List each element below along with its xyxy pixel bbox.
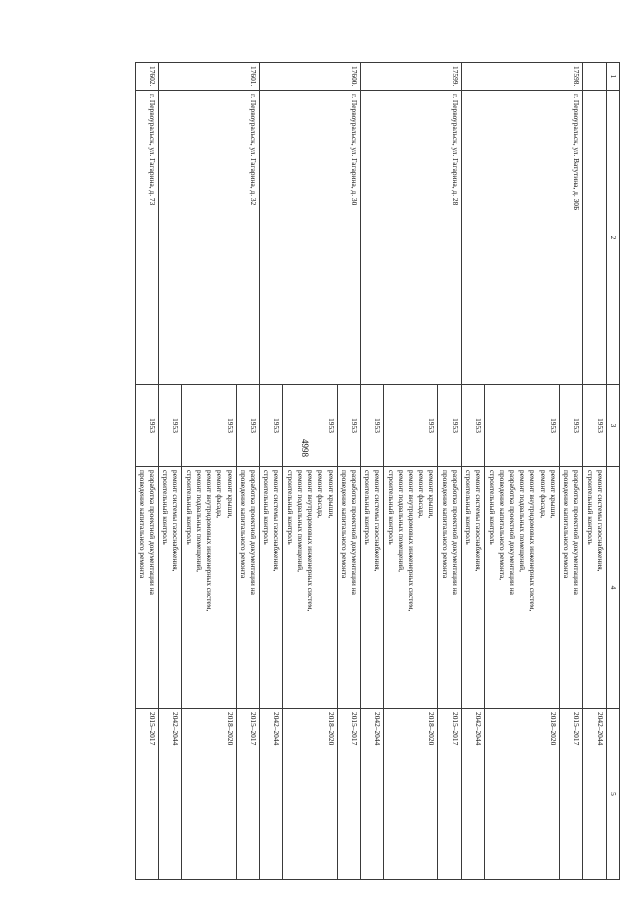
row-year: 1953 <box>559 385 582 467</box>
row-period: 2042–2044 <box>360 709 383 880</box>
work-line: ремонт внутридомовых инженерных систем, <box>306 470 316 612</box>
row-period: 2015–2017 <box>337 709 360 880</box>
header-col-5: 5 <box>606 709 619 880</box>
row-year: 1953 <box>360 385 383 467</box>
row-number: 17598. <box>461 63 582 91</box>
header-row <box>606 63 619 880</box>
repair-schedule-table <box>135 62 620 880</box>
row-period: 2042–2044 <box>583 709 606 880</box>
row-year: 1953 <box>236 385 259 467</box>
work-line: ремонт фасада, <box>316 470 326 518</box>
row-period: 2018–2020 <box>485 709 560 880</box>
row-work <box>337 467 360 709</box>
work-line: ремонт подвальных помещений, <box>295 470 305 572</box>
work-line: ремонт системы газоснабжения, <box>272 470 282 572</box>
table-row <box>438 63 461 880</box>
table-row <box>583 63 606 880</box>
row-year: 1953 <box>485 385 560 467</box>
row-year: 1953 <box>182 385 236 467</box>
row-period: 2015–2017 <box>236 709 259 880</box>
row-address: г. Первоуральск, ул. Гагарина, д. 32 <box>159 91 260 385</box>
work-line: ремонт крыши, <box>427 470 437 519</box>
table-row <box>559 63 582 880</box>
row-number: 17600. <box>260 63 361 91</box>
row-period: 2018–2020 <box>384 709 438 880</box>
row-year: 1953 <box>438 385 461 467</box>
row-work <box>159 467 182 709</box>
header-col-4: 4 <box>606 467 619 709</box>
header-col-2: 2 <box>606 91 619 385</box>
work-line: ремонт подвальных помещений, <box>194 470 204 572</box>
row-work <box>461 467 484 709</box>
work-line: проведение капитального ремонта <box>339 470 349 579</box>
row-period: 2042–2044 <box>260 709 283 880</box>
work-line: разработка проектной документации на <box>249 470 258 595</box>
work-line: разработка проектной документации на <box>450 470 460 595</box>
work-line: ремонт подвальных помещений, <box>518 470 528 572</box>
row-period: 2042–2044 <box>461 709 484 880</box>
row-work <box>135 467 158 709</box>
work-line: ремонт фасада, <box>417 470 427 518</box>
row-year: 1953 <box>260 385 283 467</box>
work-line: строительный контроль <box>262 470 272 545</box>
work-line: строительный контроль <box>161 470 171 545</box>
row-period: 2042–2044 <box>159 709 182 880</box>
row-year: 1953 <box>583 385 606 467</box>
row-address: г. Первоуральск, ул. Гагарина, д. 30 <box>260 91 361 385</box>
work-line: ремонт крыши, <box>225 470 235 519</box>
work-line: ремонт системы газоснабжения, <box>171 470 181 572</box>
work-line: ремонт фасада, <box>215 470 225 518</box>
row-period: 2015–2017 <box>438 709 461 880</box>
work-line: строительный контроль <box>585 470 595 545</box>
work-line: ремонт фасада, <box>538 470 548 518</box>
work-line: ремонт внутридомовых инженерных систем, <box>205 470 215 612</box>
row-address <box>583 91 606 385</box>
work-line: разработка проектной документации на <box>508 470 518 595</box>
row-number: 17601. <box>159 63 260 91</box>
row-period: 2018–2020 <box>283 709 337 880</box>
row-year: 1953 <box>384 385 438 467</box>
row-work <box>485 467 560 709</box>
row-year: 1953 <box>337 385 360 467</box>
row-year: 1953 <box>283 385 337 467</box>
work-line: разработка проектной документации на <box>148 470 158 595</box>
header-col-1: 1 <box>606 63 619 91</box>
row-year: 1953 <box>159 385 182 467</box>
work-line: строительный контроль <box>285 470 295 545</box>
work-line: ремонт подвальных помещений, <box>396 470 406 572</box>
work-line: разработка проектной документации на <box>572 470 582 595</box>
work-line: ремонт системы газоснабжения, <box>373 470 383 572</box>
row-number: 17602. <box>135 63 158 91</box>
work-line: ремонт внутридомовых инженерных систем, <box>528 470 538 612</box>
table-row <box>236 63 259 880</box>
table-row <box>135 63 158 880</box>
work-line: строительный контроль <box>464 470 474 545</box>
row-address: г. Первоуральск, ул. Гагарина, д. 28 <box>360 91 461 385</box>
work-line: проведение капитального ремонта <box>562 470 572 579</box>
row-number <box>583 63 606 91</box>
row-period: 2018–2020 <box>182 709 236 880</box>
row-work <box>583 467 606 709</box>
work-line: строительный контроль <box>184 470 194 545</box>
row-work <box>360 467 383 709</box>
header-col-3: 3 <box>606 385 619 467</box>
row-work <box>559 467 582 709</box>
work-line: проведение капитального ремонта <box>238 470 248 579</box>
row-work <box>384 467 438 709</box>
work-line: ремонт системы газоснабжения, <box>474 470 484 572</box>
table-body <box>135 63 619 880</box>
work-line: ремонт крыши, <box>548 470 558 519</box>
row-work <box>260 467 283 709</box>
row-year: 1953 <box>135 385 158 467</box>
work-line: проведение капитального ремонта <box>137 470 147 579</box>
work-line: ремонт внутридомовых инженерных систем, <box>407 470 417 612</box>
work-line: проведение капитального ремонта, <box>497 470 507 581</box>
row-work <box>438 467 461 709</box>
work-line: строительный контроль <box>487 470 497 545</box>
row-year: 1953 <box>461 385 484 467</box>
work-line: строительный контроль <box>363 470 373 545</box>
row-address: г. Первоуральск, ул. Ватутина, д. 30Б <box>461 91 582 385</box>
row-number: 17599. <box>360 63 461 91</box>
work-line: проведение капитального ремонта <box>440 470 450 579</box>
row-period: 2015–2017 <box>559 709 582 880</box>
row-period: 2015–2017 <box>135 709 158 880</box>
table-row <box>337 63 360 880</box>
work-line: строительный контроль <box>386 470 396 545</box>
work-line: разработка проектной документации на <box>349 470 359 595</box>
work-line: ремонт системы газоснабжения, <box>595 470 605 572</box>
page-number: 4998 <box>300 439 310 457</box>
row-address: г. Первоуральск, ул. Гагарина, д. 73 <box>135 91 158 385</box>
row-work <box>182 467 236 709</box>
work-line: ремонт крыши, <box>326 470 336 519</box>
row-work <box>283 467 337 709</box>
row-work <box>236 467 259 709</box>
